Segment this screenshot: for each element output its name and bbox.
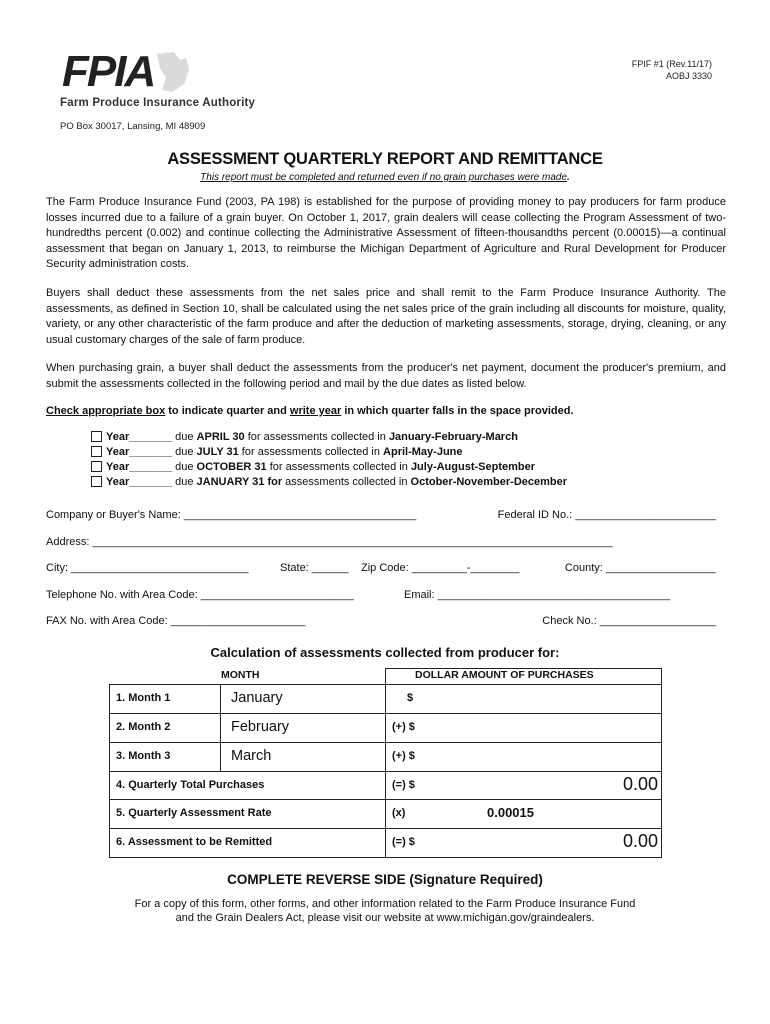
- subtitle-text: This report must be completed and returned even if no grain purchases were made: [200, 172, 568, 183]
- paragraph-purchasing: When purchasing grain, a buyer shall deduct the assessments from the producer's net payment, document the producer's premium, and submit the assessments collected in the following period and mail by the due dates as listed below.: [46, 362, 726, 390]
- instruction-part4: in which quarter falls in the space provided.: [341, 405, 574, 417]
- row-rate-value: 0.00015: [487, 805, 534, 820]
- quarter-checkbox-3[interactable]: [91, 461, 102, 472]
- page-title: ASSESSMENT QUARTERLY REPORT AND REMITTANCE: [167, 150, 603, 168]
- row-month-2-op: (+) $: [392, 721, 415, 733]
- footer-line-2: and the Grain Dealers Act, please visit our website at www.michigan.gov/graindealers.: [175, 912, 595, 924]
- col-amount-header: DOLLAR AMOUNT OF PURCHASES: [415, 669, 594, 681]
- quarter-year-1[interactable]: Year_______: [106, 431, 173, 443]
- quarter-year-3[interactable]: Year_______: [106, 461, 173, 473]
- quarter-mid-3: for assessments collected in: [266, 461, 411, 473]
- row-remit-label: 6. Assessment to be Remitted: [116, 836, 273, 848]
- row-month-3-op: (+) $: [392, 750, 415, 762]
- email-field[interactable]: Email: ______________________________________: [404, 589, 671, 601]
- footer-text: [0, 897, 770, 925]
- col-month-header: MONTH: [221, 669, 260, 681]
- quarter-months-2: April-May-June: [383, 446, 463, 458]
- address-field[interactable]: Address: _____________________________________________________________________________________: [46, 536, 613, 548]
- quarter-mid-1: for assessments collected in: [244, 431, 389, 443]
- quarter-year-2[interactable]: Year_______: [106, 446, 173, 458]
- instruction-part1: Check appropriate box: [46, 405, 166, 417]
- row-month-1-value[interactable]: January: [231, 690, 283, 706]
- calc-table: [109, 668, 662, 858]
- row-total-label: 4. Quarterly Total Purchases: [116, 779, 265, 791]
- quarter-checkbox-2[interactable]: [91, 446, 102, 457]
- footer-line-1: For a copy of this form, other forms, and other information related to the Farm Produce Insurance Fund: [134, 898, 636, 910]
- authority-name: Farm Produce Insurance Authority: [60, 97, 256, 109]
- form-code: AOBJ 3330: [665, 71, 712, 81]
- quarter-checkbox-1[interactable]: [91, 431, 102, 442]
- zip-code-field[interactable]: Zip Code: _________-________: [361, 562, 520, 574]
- city-field[interactable]: City: _____________________________: [46, 562, 249, 574]
- po-box: PO Box 30017, Lansing, MI 48909: [60, 121, 206, 132]
- quarter-due-2: due: [172, 446, 197, 458]
- logo-text: FPIA: [62, 47, 155, 96]
- quarter-months-3: July-August-September: [410, 461, 536, 473]
- subtitle: [0, 172, 770, 183]
- quarter-due-1: due: [172, 431, 197, 443]
- fax-field[interactable]: FAX No. with Area Code: ______________________: [46, 615, 306, 627]
- paragraph-intro: The Farm Produce Insurance Fund (2003, PA 198) is established for the purpose of providing money to pay producers for farm produce losses incurred due to a failure of a grain buyer. On October 1, 2017, grain dealers will cease collecting the Program Assessment of two-hundredths percent (0.002) and continue collecting the Administrative Assessment of fifteen-thousandths percent (0.00015)—a continual assessment that began on January 1, 2013, to reimburse the Michigan Department of Agriculture and Rural Development for Producer Security administration costs.: [46, 196, 726, 271]
- quarter-row-1: [91, 430, 518, 445]
- row-month-2-label: 2. Month 2: [116, 721, 171, 733]
- row-rate-label: 5. Quarterly Assessment Rate: [116, 807, 272, 819]
- quarter-row-4: [91, 475, 567, 490]
- quarter-year-4[interactable]: Year_______: [106, 476, 173, 488]
- row-month-1-op: $: [407, 692, 414, 704]
- company-name-field[interactable]: Company or Buyer's Name: ______________________________________: [46, 509, 417, 521]
- state-field[interactable]: State: ______: [280, 562, 349, 574]
- row-total-value: 0.00: [622, 774, 658, 794]
- quarter-checkbox-4[interactable]: [91, 476, 102, 487]
- check-no-field[interactable]: Check No.: ___________________: [542, 615, 716, 627]
- form-id: [632, 58, 712, 82]
- row-remit-value: 0.00: [622, 831, 658, 851]
- federal-id-field[interactable]: Federal ID No.: _______________________: [497, 509, 716, 521]
- telephone-field[interactable]: Telephone No. with Area Code: _________________________: [46, 589, 354, 601]
- row-month-2-value[interactable]: February: [231, 719, 290, 735]
- quarter-date-3: OCTOBER 31: [196, 461, 267, 473]
- row-month-3-value[interactable]: March: [231, 748, 272, 764]
- instruction-part2: to indicate quarter and: [165, 405, 290, 417]
- row-rate-op: (x): [392, 807, 406, 819]
- fpia-logo: [62, 47, 192, 96]
- quarter-mid-4: assessments collected in: [282, 476, 411, 488]
- instruction: [46, 405, 574, 417]
- quarter-due-3: due: [172, 461, 197, 473]
- paragraph-buyers: Buyers shall deduct these assessments from the net sales price and shall remit to the Farm Produce Insurance Authority. The assessments, as defined in Section 10, shall be calculated using the net sales price of the grain including all discounts for moisture, quality, variety, or any other characteristic of the farm produce and after the deduction of marketing assessments, storage, drying, cleaning, or any usual customary charges of the sale of farm produce.: [46, 287, 726, 346]
- quarter-row-3: [91, 460, 535, 475]
- calc-title: Calculation of assessments collected from producer for:: [210, 645, 560, 660]
- subtitle-end: .: [567, 172, 570, 183]
- quarter-mid-2: for assessments collected in: [238, 446, 384, 458]
- quarter-months-1: January-February-March: [388, 431, 518, 443]
- instruction-part3: write year: [289, 405, 342, 417]
- quarter-date-2: JULY 31: [196, 446, 239, 458]
- row-month-1-label: 1. Month 1: [116, 692, 171, 704]
- footer-title: COMPLETE REVERSE SIDE (Signature Required): [227, 872, 543, 887]
- quarter-date-4: JANUARY 31 for: [196, 476, 283, 488]
- row-total-op: (=) $: [392, 779, 415, 791]
- form-number: FPIF #1 (Rev.11/17): [631, 59, 712, 69]
- quarter-months-4: October-November-December: [410, 476, 568, 488]
- quarter-due-4: due: [172, 476, 197, 488]
- county-field[interactable]: County: __________________: [564, 562, 716, 574]
- quarter-date-1: APRIL 30: [196, 431, 245, 443]
- quarter-row-2: [91, 445, 463, 460]
- row-remit-op: (=) $: [392, 836, 415, 848]
- row-month-3-label: 3. Month 3: [116, 750, 171, 762]
